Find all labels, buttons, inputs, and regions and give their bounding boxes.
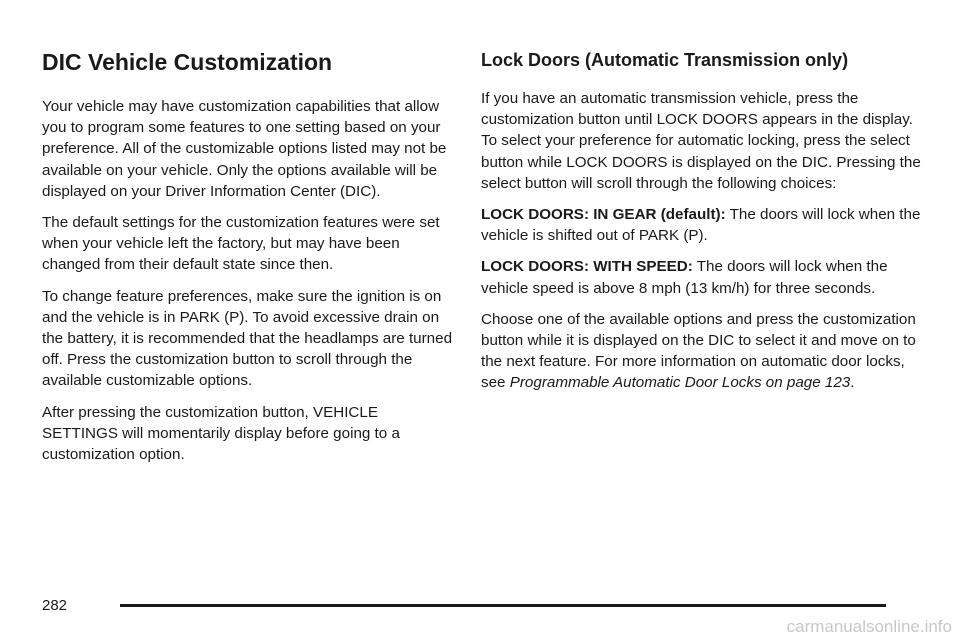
- body-paragraph: After pressing the customization button, VEHICLE SETTINGS will momentarily display before going to a customization option.: [42, 403, 400, 464]
- subsection-heading: Lock Doors (Automatic Transmission only): [481, 50, 849, 70]
- page-footer: [42, 596, 886, 616]
- footer-rule: [120, 604, 886, 607]
- body-paragraph: Your vehicle may have customization capabilities that allow you to program some features to one setting based on your preference. All of the customizable options listed may not be available on your vehicle. Only the options available will be displayed on your Driver Information Center (DIC).: [42, 98, 447, 200]
- closing-period: .: [850, 374, 855, 392]
- section-heading: DIC Vehicle Customization: [42, 49, 333, 75]
- body-paragraph: If you have an automatic transmission vehicle, press the customization button until LOCK DOORS appears in the display. To select your preference for automatic locking, press the select button while LOCK DOORS is displayed on the DIC. Pressing the select button will scroll through the following choices:: [481, 90, 921, 192]
- closing-text: Choose one of the available options and press the customization button while it is displayed on the DIC to select it and move on to the next feature. For more information on automatic door locks, see: [481, 310, 916, 392]
- option-description: The doors will lock when the vehicle is shifted out of PARK (P).: [481, 206, 921, 245]
- right-column: [481, 40, 921, 404]
- option-term: LOCK DOORS: WITH SPEED:: [481, 258, 693, 276]
- watermark: carmanualsonline.info: [786, 617, 952, 636]
- option-paragraph: [481, 204, 921, 246]
- body-paragraph: The default settings for the customization features were set when your vehicle left the factory, but may have been changed from their default state since then.: [42, 214, 440, 274]
- body-paragraph: [481, 309, 921, 394]
- page-number: 282: [42, 597, 68, 614]
- option-term: LOCK DOORS: IN GEAR (default):: [481, 206, 726, 224]
- option-paragraph: [481, 256, 921, 298]
- option-description: The doors will lock when the vehicle speed is above 8 mph (13 km/h) for three seconds.: [481, 258, 888, 297]
- cross-reference-link[interactable]: Programmable Automatic Door Locks on page 123: [509, 374, 851, 392]
- left-column: [42, 40, 452, 475]
- body-paragraph: To change feature preferences, make sure the ignition is on and the vehicle is in PARK (P). To avoid excessive drain on the battery, it is recommended that the headlamps are turned off. Press the customization button to scroll through the available customizable options.: [42, 287, 453, 390]
